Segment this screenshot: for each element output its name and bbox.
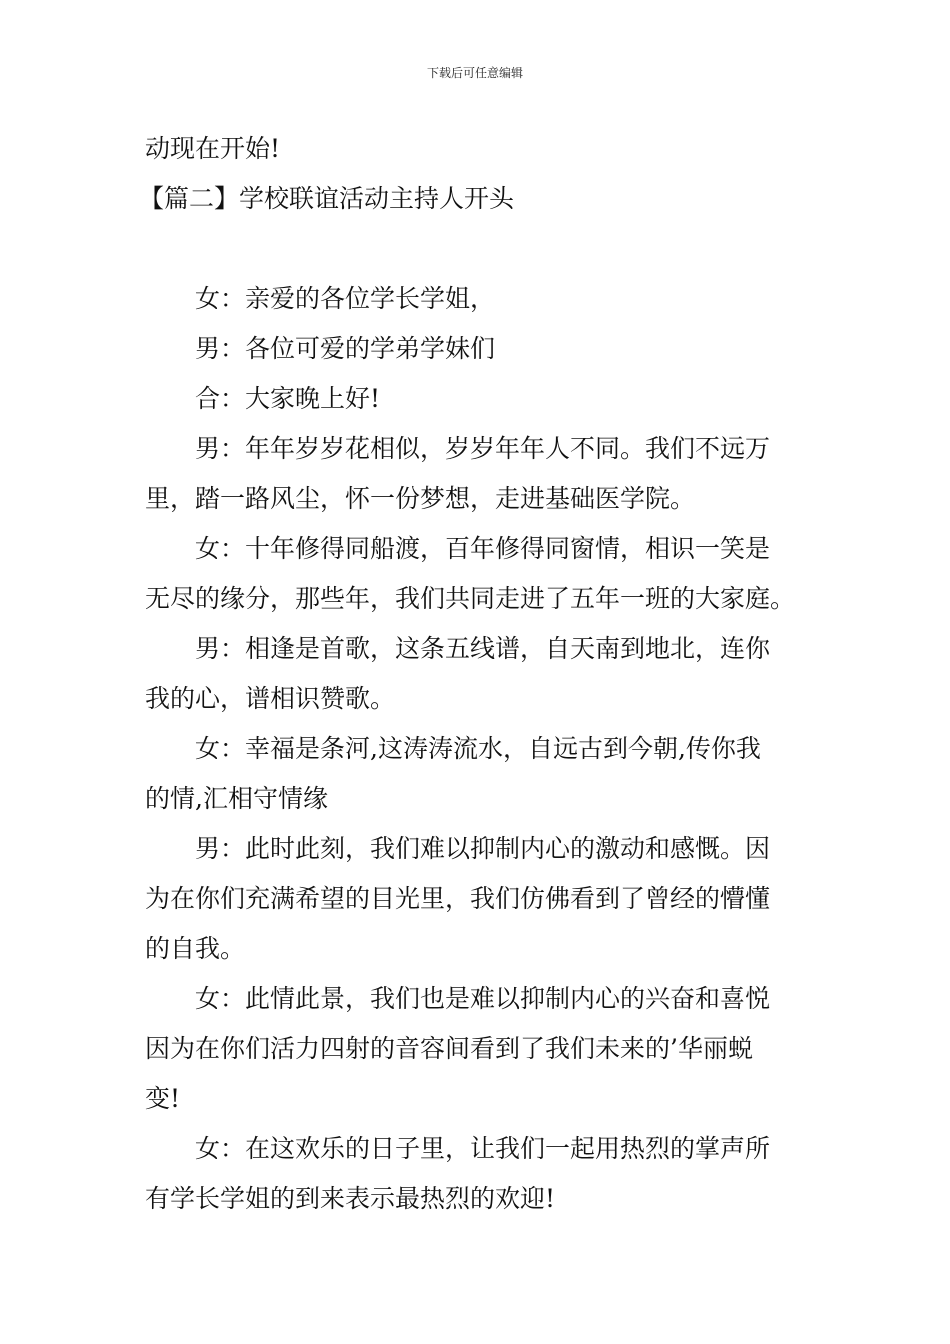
dialogue-paragraph <box>145 374 825 424</box>
document-body <box>139 124 825 1224</box>
blank-line <box>145 224 825 274</box>
paragraph-line: 女：幸福是条河,这涛涛流水，自远古到今朝,传你我 <box>195 734 761 763</box>
continuation-text: 动现在开始! <box>145 134 281 163</box>
paragraph-line: 为在你们充满希望的目光里，我们仿佛看到了曾经的懵懂 <box>145 884 771 913</box>
dialogue-paragraph <box>145 974 825 1124</box>
paragraph-line: 合：大家晚上好! <box>195 384 381 413</box>
section-heading: 【篇二】学校联谊活动主持人开头 <box>139 184 515 213</box>
paragraph-line: 的情,汇相守情缘 <box>145 784 328 813</box>
paragraph-line: 有学长学姐的到来表示最热烈的欢迎! <box>145 1184 556 1213</box>
paragraph-line: 女：此情此景，我们也是难以抑制内心的兴奋和喜悦 <box>195 984 771 1013</box>
dialogue-paragraph <box>145 324 825 374</box>
paragraph-line: 里，踏一路风尘，怀一份梦想，走进基础医学院。 <box>145 484 696 513</box>
dialogue-paragraph <box>145 274 825 324</box>
paragraph-line: 变! <box>145 1084 181 1113</box>
paragraph-line: 的自我。 <box>145 934 246 963</box>
paragraph-line: 男：相逢是首歌，这条五线谱，自天南到地北，连你 <box>195 634 771 663</box>
paragraph-line: 因为在你们活力四射的音容间看到了我们未来的’华丽蜕 <box>145 1034 753 1063</box>
paragraph-line: 我的心，谱相识赞歌。 <box>145 684 396 713</box>
dialogue-paragraph <box>145 824 825 974</box>
dialogue-paragraph <box>145 424 825 524</box>
paragraph-line: 男：此时此刻，我们难以抑制内心的激动和感慨。因 <box>195 834 771 863</box>
dialogue-paragraph <box>145 724 825 824</box>
paragraph-line: 女：十年修得同船渡，百年修得同窗情，相识一笑是 <box>195 534 771 563</box>
dialogue-paragraph <box>145 1124 825 1224</box>
paragraph-line: 无尽的缘分，那些年，我们共同走进了五年一班的大家庭。 <box>145 584 796 613</box>
page-header-note: 下载后可任意编辑 <box>426 66 523 80</box>
paragraph-line: 男：各位可爱的学弟学妹们 <box>195 334 496 363</box>
paragraph-line: 女：亲爱的各位学长学姐， <box>195 284 496 313</box>
paragraph-line: 男：年年岁岁花相似，岁岁年年人不同。我们不远万 <box>195 434 771 463</box>
paragraph-line: 女：在这欢乐的日子里，让我们一起用热烈的掌声所 <box>195 1134 771 1163</box>
dialogue-paragraph <box>145 624 825 724</box>
dialogue-paragraph <box>145 524 825 624</box>
